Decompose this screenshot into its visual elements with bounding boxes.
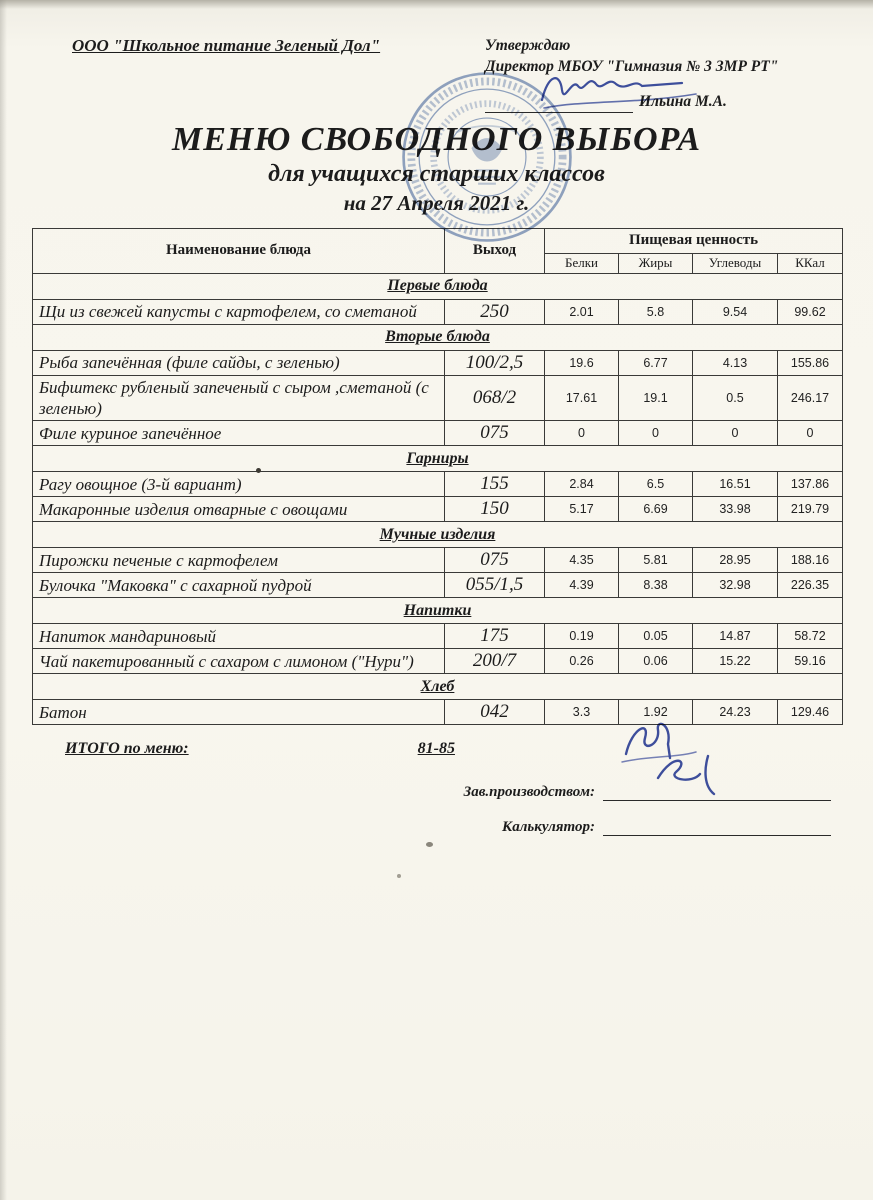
section-title-cell xyxy=(33,598,843,624)
menu-table-head xyxy=(33,228,843,273)
cell-name: Пирожки печеные с картофелем xyxy=(33,548,445,573)
cell-kcal: 188.16 xyxy=(778,548,843,573)
cell-carbs: 14.87 xyxy=(693,624,778,649)
cell-kcal: 246.17 xyxy=(778,375,843,421)
cell-protein: 17.61 xyxy=(545,375,619,421)
menu-row xyxy=(33,573,843,598)
document-header xyxy=(0,0,873,113)
director-line: Директор МБОУ "Гимназия № 3 ЗМР РТ" xyxy=(485,57,779,75)
cell-fat: 1.92 xyxy=(619,700,693,725)
cell-kcal: 59.16 xyxy=(778,649,843,674)
section-row xyxy=(33,324,843,350)
calculator-label: Калькулятор: xyxy=(502,819,595,836)
cell-out: 150 xyxy=(445,497,545,522)
menu-row xyxy=(33,497,843,522)
menu-row xyxy=(33,700,843,725)
company-name: ООО "Школьное питание Зеленый Дол" xyxy=(72,36,381,55)
section-title: Напитки xyxy=(403,601,472,619)
cell-carbs: 15.22 xyxy=(693,649,778,674)
cell-name: Макаронные изделия отварные с овощами xyxy=(33,497,445,522)
manager-signature-line xyxy=(603,786,831,801)
manager-signature-row xyxy=(0,784,831,801)
cell-kcal: 219.79 xyxy=(778,497,843,522)
scan-speck xyxy=(426,842,433,847)
cell-protein: 5.17 xyxy=(545,497,619,522)
menu-table-body xyxy=(33,273,843,725)
cell-protein: 3.3 xyxy=(545,700,619,725)
cell-out: 068/2 xyxy=(445,375,545,421)
cell-fat: 0.05 xyxy=(619,624,693,649)
cell-protein: 2.01 xyxy=(545,299,619,324)
scan-speck xyxy=(397,874,401,878)
cell-carbs: 9.54 xyxy=(693,299,778,324)
header-dish-name: Наименование блюда xyxy=(33,228,445,273)
totals-label: ИТОГО по меню: xyxy=(65,740,189,758)
cell-kcal: 137.86 xyxy=(778,472,843,497)
cell-fat: 6.77 xyxy=(619,350,693,375)
cell-name: Рагу овощное (3-й вариант) xyxy=(33,472,445,497)
cell-protein: 4.35 xyxy=(545,548,619,573)
cell-protein: 0 xyxy=(545,421,619,446)
cell-kcal: 155.86 xyxy=(778,350,843,375)
cell-kcal: 129.46 xyxy=(778,700,843,725)
header-fat: Жиры xyxy=(619,253,693,273)
menu-subtitle: для учащихся старших классов xyxy=(268,160,605,187)
section-row xyxy=(33,598,843,624)
cell-fat: 6.5 xyxy=(619,472,693,497)
menu-table xyxy=(32,228,843,726)
cell-fat: 5.81 xyxy=(619,548,693,573)
cell-out: 042 xyxy=(445,700,545,725)
header-carbs: Углеводы xyxy=(693,253,778,273)
menu-date: на 27 Апреля 2021 г. xyxy=(343,190,530,215)
cell-name: Батон xyxy=(33,700,445,725)
section-title-cell xyxy=(33,674,843,700)
cell-name: Напиток мандариновый xyxy=(33,624,445,649)
menu-row xyxy=(33,624,843,649)
cell-carbs: 16.51 xyxy=(693,472,778,497)
menu-row xyxy=(33,649,843,674)
cell-fat: 6.69 xyxy=(619,497,693,522)
cell-carbs: 32.98 xyxy=(693,573,778,598)
cell-kcal: 0 xyxy=(778,421,843,446)
section-title-cell xyxy=(33,273,843,299)
menu-row xyxy=(33,350,843,375)
section-title: Вторые блюда xyxy=(385,328,490,346)
totals-row xyxy=(65,740,873,758)
cell-name: Булочка "Маковка" с сахарной пудрой xyxy=(33,573,445,598)
cell-fat: 8.38 xyxy=(619,573,693,598)
section-title-cell xyxy=(33,324,843,350)
cell-out: 200/7 xyxy=(445,649,545,674)
section-title-cell xyxy=(33,522,843,548)
totals-value: 81-85 xyxy=(417,740,455,758)
cell-out: 175 xyxy=(445,624,545,649)
menu-row xyxy=(33,548,843,573)
cell-carbs: 33.98 xyxy=(693,497,778,522)
section-title-cell xyxy=(33,446,843,472)
cell-out: 075 xyxy=(445,421,545,446)
director-name: Ильина М.А. xyxy=(639,92,727,110)
cell-fat: 0 xyxy=(619,421,693,446)
calculator-signature-line xyxy=(603,821,831,836)
header-nutrition: Пищевая ценность xyxy=(545,228,843,253)
cell-fat: 0.06 xyxy=(619,649,693,674)
cell-protein: 19.6 xyxy=(545,350,619,375)
cell-out: 155 xyxy=(445,472,545,497)
cell-name: Рыба запечённая (филе сайды, с зеленью) xyxy=(33,350,445,375)
cell-name: Бифштекс рубленый запеченый с сыром ,сметаной (с зеленью) xyxy=(33,375,445,421)
cell-out: 055/1,5 xyxy=(445,573,545,598)
menu-row xyxy=(33,375,843,421)
cell-protein: 0.19 xyxy=(545,624,619,649)
cell-protein: 2.84 xyxy=(545,472,619,497)
cell-fat: 5.8 xyxy=(619,299,693,324)
menu-row xyxy=(33,472,843,497)
cell-carbs: 0.5 xyxy=(693,375,778,421)
cell-fat: 19.1 xyxy=(619,375,693,421)
cell-kcal: 99.62 xyxy=(778,299,843,324)
section-row xyxy=(33,273,843,299)
cell-name: Чай пакетированный с сахаром с лимоном ("Нури") xyxy=(33,649,445,674)
cell-out: 100/2,5 xyxy=(445,350,545,375)
director-signature-row xyxy=(485,92,815,113)
cell-out: 250 xyxy=(445,299,545,324)
cell-protein: 0.26 xyxy=(545,649,619,674)
section-title: Гарниры xyxy=(406,449,469,467)
cell-name: Филе куриное запечённое xyxy=(33,421,445,446)
header-protein: Белки xyxy=(545,253,619,273)
cell-kcal: 58.72 xyxy=(778,624,843,649)
header-out: Выход xyxy=(445,228,545,273)
approve-label: Утверждаю xyxy=(485,37,571,54)
manager-label: Зав.производством: xyxy=(463,784,595,801)
header-kcal: ККал xyxy=(778,253,843,273)
section-row xyxy=(33,446,843,472)
section-row xyxy=(33,522,843,548)
menu-row xyxy=(33,421,843,446)
cell-protein: 4.39 xyxy=(545,573,619,598)
cell-name: Щи из свежей капусты с картофелем, со сметаной xyxy=(33,299,445,324)
menu-title: МЕНЮ СВОБОДНОГО ВЫБОРА xyxy=(172,120,701,158)
cell-kcal: 226.35 xyxy=(778,573,843,598)
menu-row xyxy=(33,299,843,324)
section-title: Хлеб xyxy=(420,677,455,695)
cell-carbs: 0 xyxy=(693,421,778,446)
section-title: Мучные изделия xyxy=(379,525,496,543)
cell-out: 075 xyxy=(445,548,545,573)
cell-carbs: 4.13 xyxy=(693,350,778,375)
cell-carbs: 24.23 xyxy=(693,700,778,725)
section-title: Первые блюда xyxy=(387,277,488,295)
section-row xyxy=(33,674,843,700)
approval-block xyxy=(485,36,815,113)
director-signature-line xyxy=(485,98,633,113)
calculator-signature-row xyxy=(0,819,831,836)
cell-carbs: 28.95 xyxy=(693,548,778,573)
